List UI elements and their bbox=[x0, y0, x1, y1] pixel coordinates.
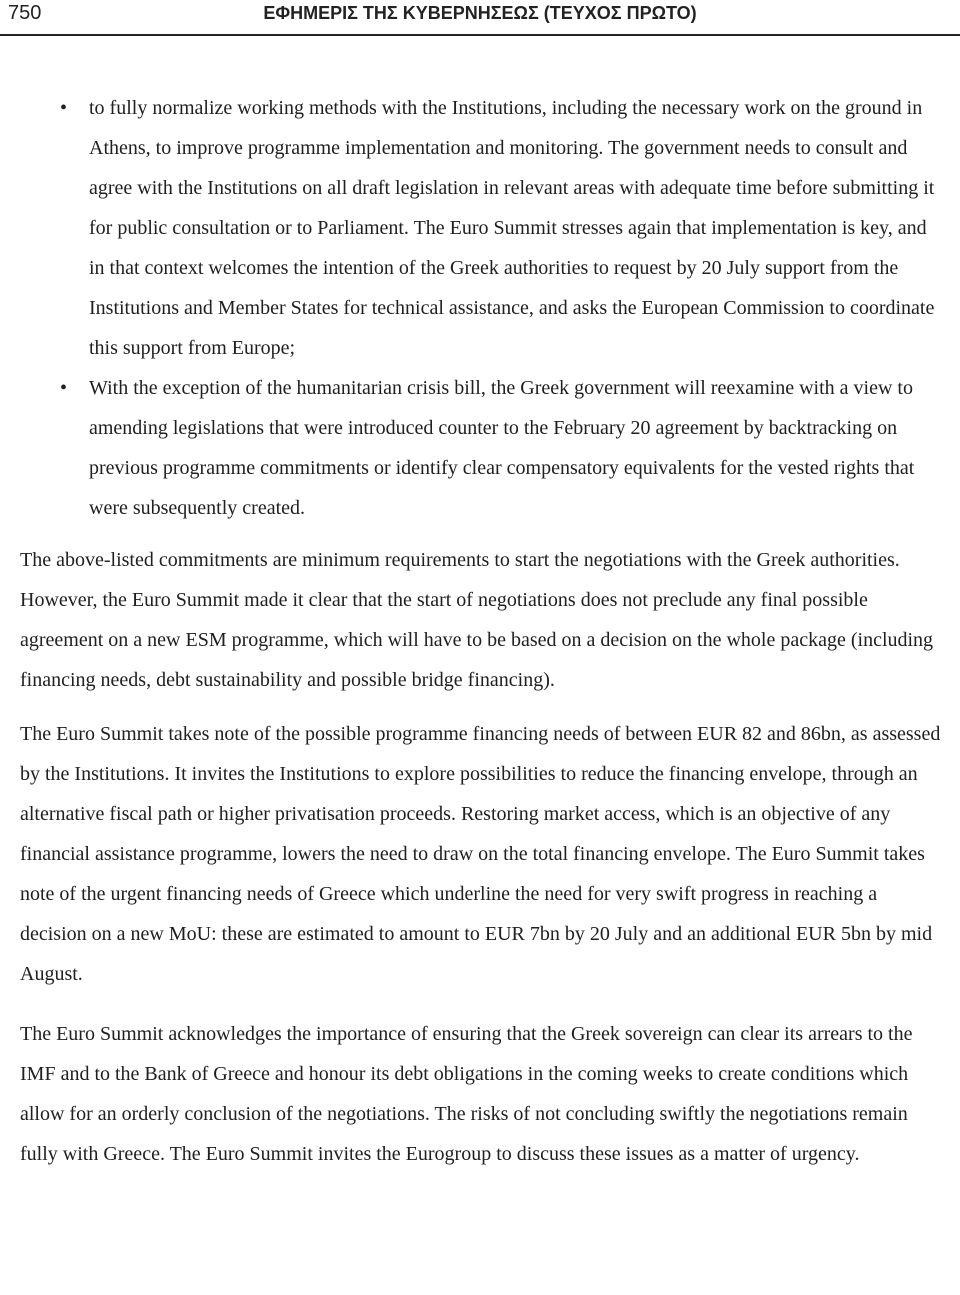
bullet-dot-icon: • bbox=[60, 97, 68, 119]
bullet-text: With the exception of the humanitarian crisis bill, the Greek government will reexamine with a view to amending legislations that were introduced counter to the February 20 agreement by backtracking on previous programme commitments or identify clear compensatory equivalents for the vested rights that were subsequently created. bbox=[89, 377, 915, 519]
bullet-item bbox=[20, 88, 942, 368]
bullet-dot-icon: • bbox=[60, 377, 68, 399]
page-number: 750 bbox=[8, 2, 42, 24]
document-body bbox=[20, 88, 942, 1174]
bullet-text: to fully normalize working methods with the Institutions, including the necessary work on the ground in Athens, to improve programme implementation and monitoring. The government needs to consult and agree with the Institutions on all draft legislation in relevant areas with adequate time before submitting it for public consultation or to Parliament. The Euro Summit stresses again that implementation is key, and in that context welcomes the intention of the Greek authorities to request by 20 July support from the Institutions and Member States for technical assistance, and asks the European Commission to coordinate this support from Europe; bbox=[89, 97, 935, 359]
bullet-item bbox=[20, 368, 942, 528]
paragraph-financing-needs: The Euro Summit takes note of the possible programme financing needs of between EUR 82 and 86bn, as assessed by the Institutions. It invites the Institutions to explore possibilities to reduce the financing envelope, through an alternative fiscal path or higher privatisation proceeds. Restoring market access, which is an objective of any financial assistance programme, lowers the need to draw on the total financing envelope. The Euro Summit takes note of the urgent financing needs of Greece which underline the need for very swift progress in reaching a decision on a new MoU: these are estimated to amount to EUR 7bn by 20 July and an additional EUR 5bn by mid August. bbox=[20, 723, 941, 985]
page-header bbox=[0, 0, 960, 36]
paragraph-arrears: The Euro Summit acknowledges the importance of ensuring that the Greek sovereign can clear its arrears to the IMF and to the Bank of Greece and honour its debt obligations in the coming weeks to create conditions which allow for an orderly conclusion of the negotiations. The risks of not concluding swiftly the negotiations remain fully with Greece. The Euro Summit invites the Eurogroup to discuss these issues as a matter of urgency. bbox=[20, 1023, 913, 1165]
bullet-list bbox=[20, 88, 942, 528]
paragraph-commitments: The above-listed commitments are minimum requirements to start the negotiations with the Greek authorities. However, the Euro Summit made it clear that the start of negotiations does not preclude any final possible agreement on a new ESM programme, which will have to be based on a decision on the whole package (including financing needs, debt sustainability and possible bridge financing). bbox=[20, 549, 934, 691]
gazette-title: ΕΦΗΜΕΡΙΣ ΤΗΣ ΚΥΒΕΡΝΗΣΕΩΣ (ΤΕΥΧΟΣ ΠΡΩΤΟ) bbox=[263, 3, 697, 23]
